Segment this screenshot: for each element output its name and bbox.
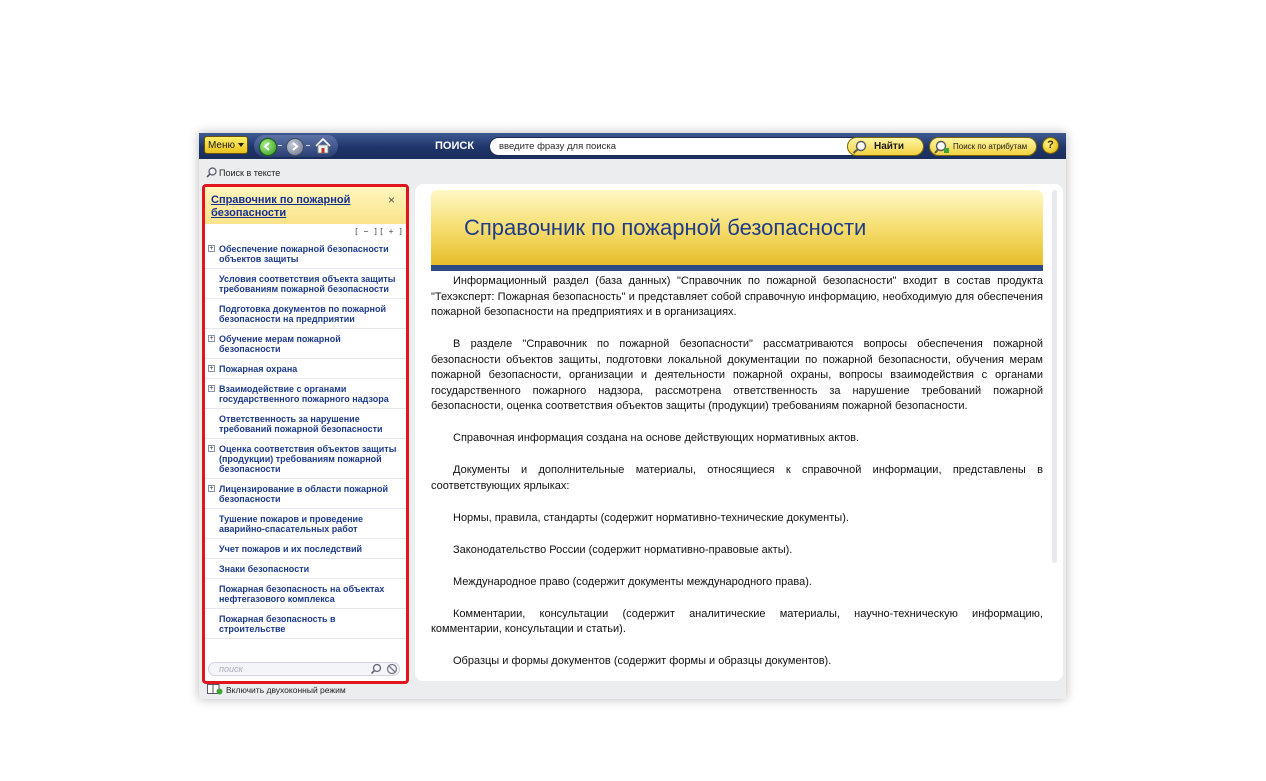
dual-window-toggle[interactable] bbox=[207, 684, 346, 695]
text-search-link[interactable] bbox=[206, 167, 280, 178]
expand-icon[interactable]: + bbox=[209, 245, 214, 252]
attribute-search-label: Поиск по атрибутам bbox=[953, 142, 1028, 151]
navigator-header bbox=[205, 187, 406, 224]
document-paragraph: Законодательство России (содержит нормативно-правовые акты). bbox=[453, 543, 793, 556]
expand-icon[interactable]: + bbox=[209, 485, 214, 492]
expand-icon[interactable]: + bbox=[209, 335, 214, 342]
dual-window-label: Включить двухоконный режим bbox=[226, 685, 346, 695]
search-icon bbox=[206, 167, 217, 178]
document-pane bbox=[415, 184, 1063, 681]
magnifier-icon bbox=[852, 140, 868, 154]
arrow-right-icon bbox=[290, 142, 299, 151]
tree-item[interactable] bbox=[205, 609, 406, 639]
dual-window-icon bbox=[207, 684, 223, 695]
document-header-divider bbox=[431, 265, 1043, 271]
document-paragraph: Международное право (содержит документы международного права). bbox=[453, 575, 812, 588]
document-paragraph: Нормы, правила, стандарты (содержит нормативно-технические документы). bbox=[453, 511, 849, 524]
tree-item[interactable] bbox=[205, 359, 406, 379]
menu-button[interactable] bbox=[204, 136, 248, 154]
tree-item[interactable] bbox=[205, 379, 406, 409]
expand-icon[interactable]: + bbox=[209, 385, 214, 392]
attribute-search-icon bbox=[934, 140, 950, 154]
tree-item[interactable] bbox=[205, 269, 406, 299]
home-button[interactable] bbox=[314, 137, 332, 155]
tree-item-label: Обеспечение пожарной безопасности объектов защиты bbox=[219, 244, 389, 264]
clear-icon[interactable] bbox=[386, 663, 398, 675]
home-icon bbox=[314, 137, 332, 155]
tree-item-label: Учет пожаров и их последствий bbox=[219, 544, 363, 554]
document-paragraph: Комментарии, консультации (содержит аналитические материалы, научно-техническую информацию, комментарии, консультации и статьи). bbox=[431, 607, 1043, 635]
tree-item-label: Оценка соответствия объектов защиты (продукции) требованиям пожарной безопасности bbox=[219, 444, 397, 474]
tree-item-label: Пожарная охрана bbox=[219, 364, 298, 374]
document-paragraph: Образцы и формы документов (содержит формы и образцы документов). bbox=[453, 655, 832, 667]
search-icon[interactable] bbox=[370, 663, 382, 675]
chevron-down-icon bbox=[238, 143, 244, 147]
top-toolbar bbox=[199, 133, 1066, 159]
document-paragraph: Документы и дополнительные материалы, относящиеся к справочной информации, представлены в соответствующих ярлыках: bbox=[431, 464, 1043, 492]
back-button[interactable] bbox=[259, 138, 277, 156]
tree-item[interactable] bbox=[205, 559, 406, 579]
tree-item[interactable] bbox=[205, 329, 406, 359]
search-section-label: ПОИСК bbox=[435, 140, 475, 152]
arrow-left-icon bbox=[263, 142, 272, 151]
navigation-group bbox=[254, 135, 338, 157]
tree-item-label: Ответственность за нарушение требований пожарной безопасности bbox=[219, 414, 383, 434]
menu-button-label: Меню bbox=[207, 139, 236, 151]
expand-icon[interactable]: + bbox=[209, 445, 214, 452]
document-paragraph: Справочная информация создана на основе действующих нормативных актов. bbox=[453, 432, 860, 444]
navigator-search-input[interactable]: поиск bbox=[208, 662, 400, 676]
tree-item-label: Подготовка документов по пожарной безопасности на предприятии bbox=[219, 304, 387, 324]
app-window bbox=[199, 133, 1066, 699]
tree-item[interactable] bbox=[205, 539, 406, 559]
tree-item-label: Взаимодействие с органами государственного пожарного надзора bbox=[219, 384, 389, 404]
tree-item[interactable] bbox=[205, 409, 406, 439]
expand-icon[interactable]: + bbox=[209, 365, 214, 372]
expand-all-button[interactable]: [ + ] bbox=[379, 227, 404, 236]
text-search-label: Поиск в тексте bbox=[219, 168, 281, 178]
tree-item-label: Тушение пожаров и проведение аварийно-спасательных работ bbox=[219, 514, 364, 534]
tree-item[interactable] bbox=[205, 299, 406, 329]
help-button[interactable]: ? bbox=[1042, 137, 1059, 154]
document-paragraph: Информационный раздел (база данных) "Справочник по пожарной безопасности" входит в состав продукта "Техэксперт: Пожарная безопасность" и представляет собой справочную информацию, необходимую для обеспечения пожарной безопасности на предприятиях и в организациях. bbox=[431, 275, 1043, 318]
find-button-label: Найти bbox=[874, 141, 904, 152]
find-button[interactable] bbox=[847, 137, 924, 156]
document-body bbox=[431, 274, 1043, 681]
search-input[interactable]: введите фразу для поиска bbox=[489, 137, 923, 156]
collapse-all-button[interactable]: [ − ] bbox=[354, 227, 379, 236]
document-title: Справочник по пожарной безопасности bbox=[464, 215, 867, 240]
tree-item-label: Пожарная безопасность на объектах нефтегазового комплекса bbox=[219, 584, 385, 604]
tree-item-label: Лицензирование в области пожарной безопасности bbox=[219, 484, 389, 504]
tree-item[interactable] bbox=[205, 239, 406, 269]
tree-item-label: Знаки безопасности bbox=[219, 564, 310, 574]
close-icon[interactable]: × bbox=[388, 193, 396, 207]
navigator-panel bbox=[202, 184, 409, 684]
nav-separator bbox=[278, 145, 282, 146]
attribute-search-button[interactable] bbox=[929, 137, 1037, 156]
tree-item[interactable] bbox=[205, 439, 406, 479]
tree-item-label: Условия соответствия объекта защиты требованиям пожарной безопасности bbox=[219, 274, 396, 294]
navigator-title-link[interactable]: Справочник по пожарной безопасности bbox=[211, 194, 351, 219]
navigator-tree bbox=[205, 239, 406, 639]
forward-button[interactable] bbox=[286, 138, 304, 156]
tree-item-label: Пожарная безопасность в строительстве bbox=[219, 614, 336, 634]
nav-separator bbox=[306, 145, 310, 146]
vertical-scrollbar[interactable] bbox=[1052, 190, 1057, 563]
tree-item[interactable] bbox=[205, 479, 406, 509]
tree-item-label: Обучение мерам пожарной безопасности bbox=[219, 334, 341, 354]
tree-item[interactable] bbox=[205, 579, 406, 609]
document-paragraph: В разделе "Справочник по пожарной безопасности" рассматриваются вопросы обеспечения пожарной безопасности объектов защиты, подготовки локальной документации по пожарной безопасности, обучения мерам пожарной безопасности, организации и деятельности пожарной охраны, вопросы взаимодействия с органами государственного пожарного надзора, рассмотрена ответственность за нарушение требований пожарной безопасности, оценка соответствия объектов защиты (продукции) требованиям пожарной безопасности. bbox=[431, 338, 1043, 412]
tree-item[interactable] bbox=[205, 509, 406, 539]
